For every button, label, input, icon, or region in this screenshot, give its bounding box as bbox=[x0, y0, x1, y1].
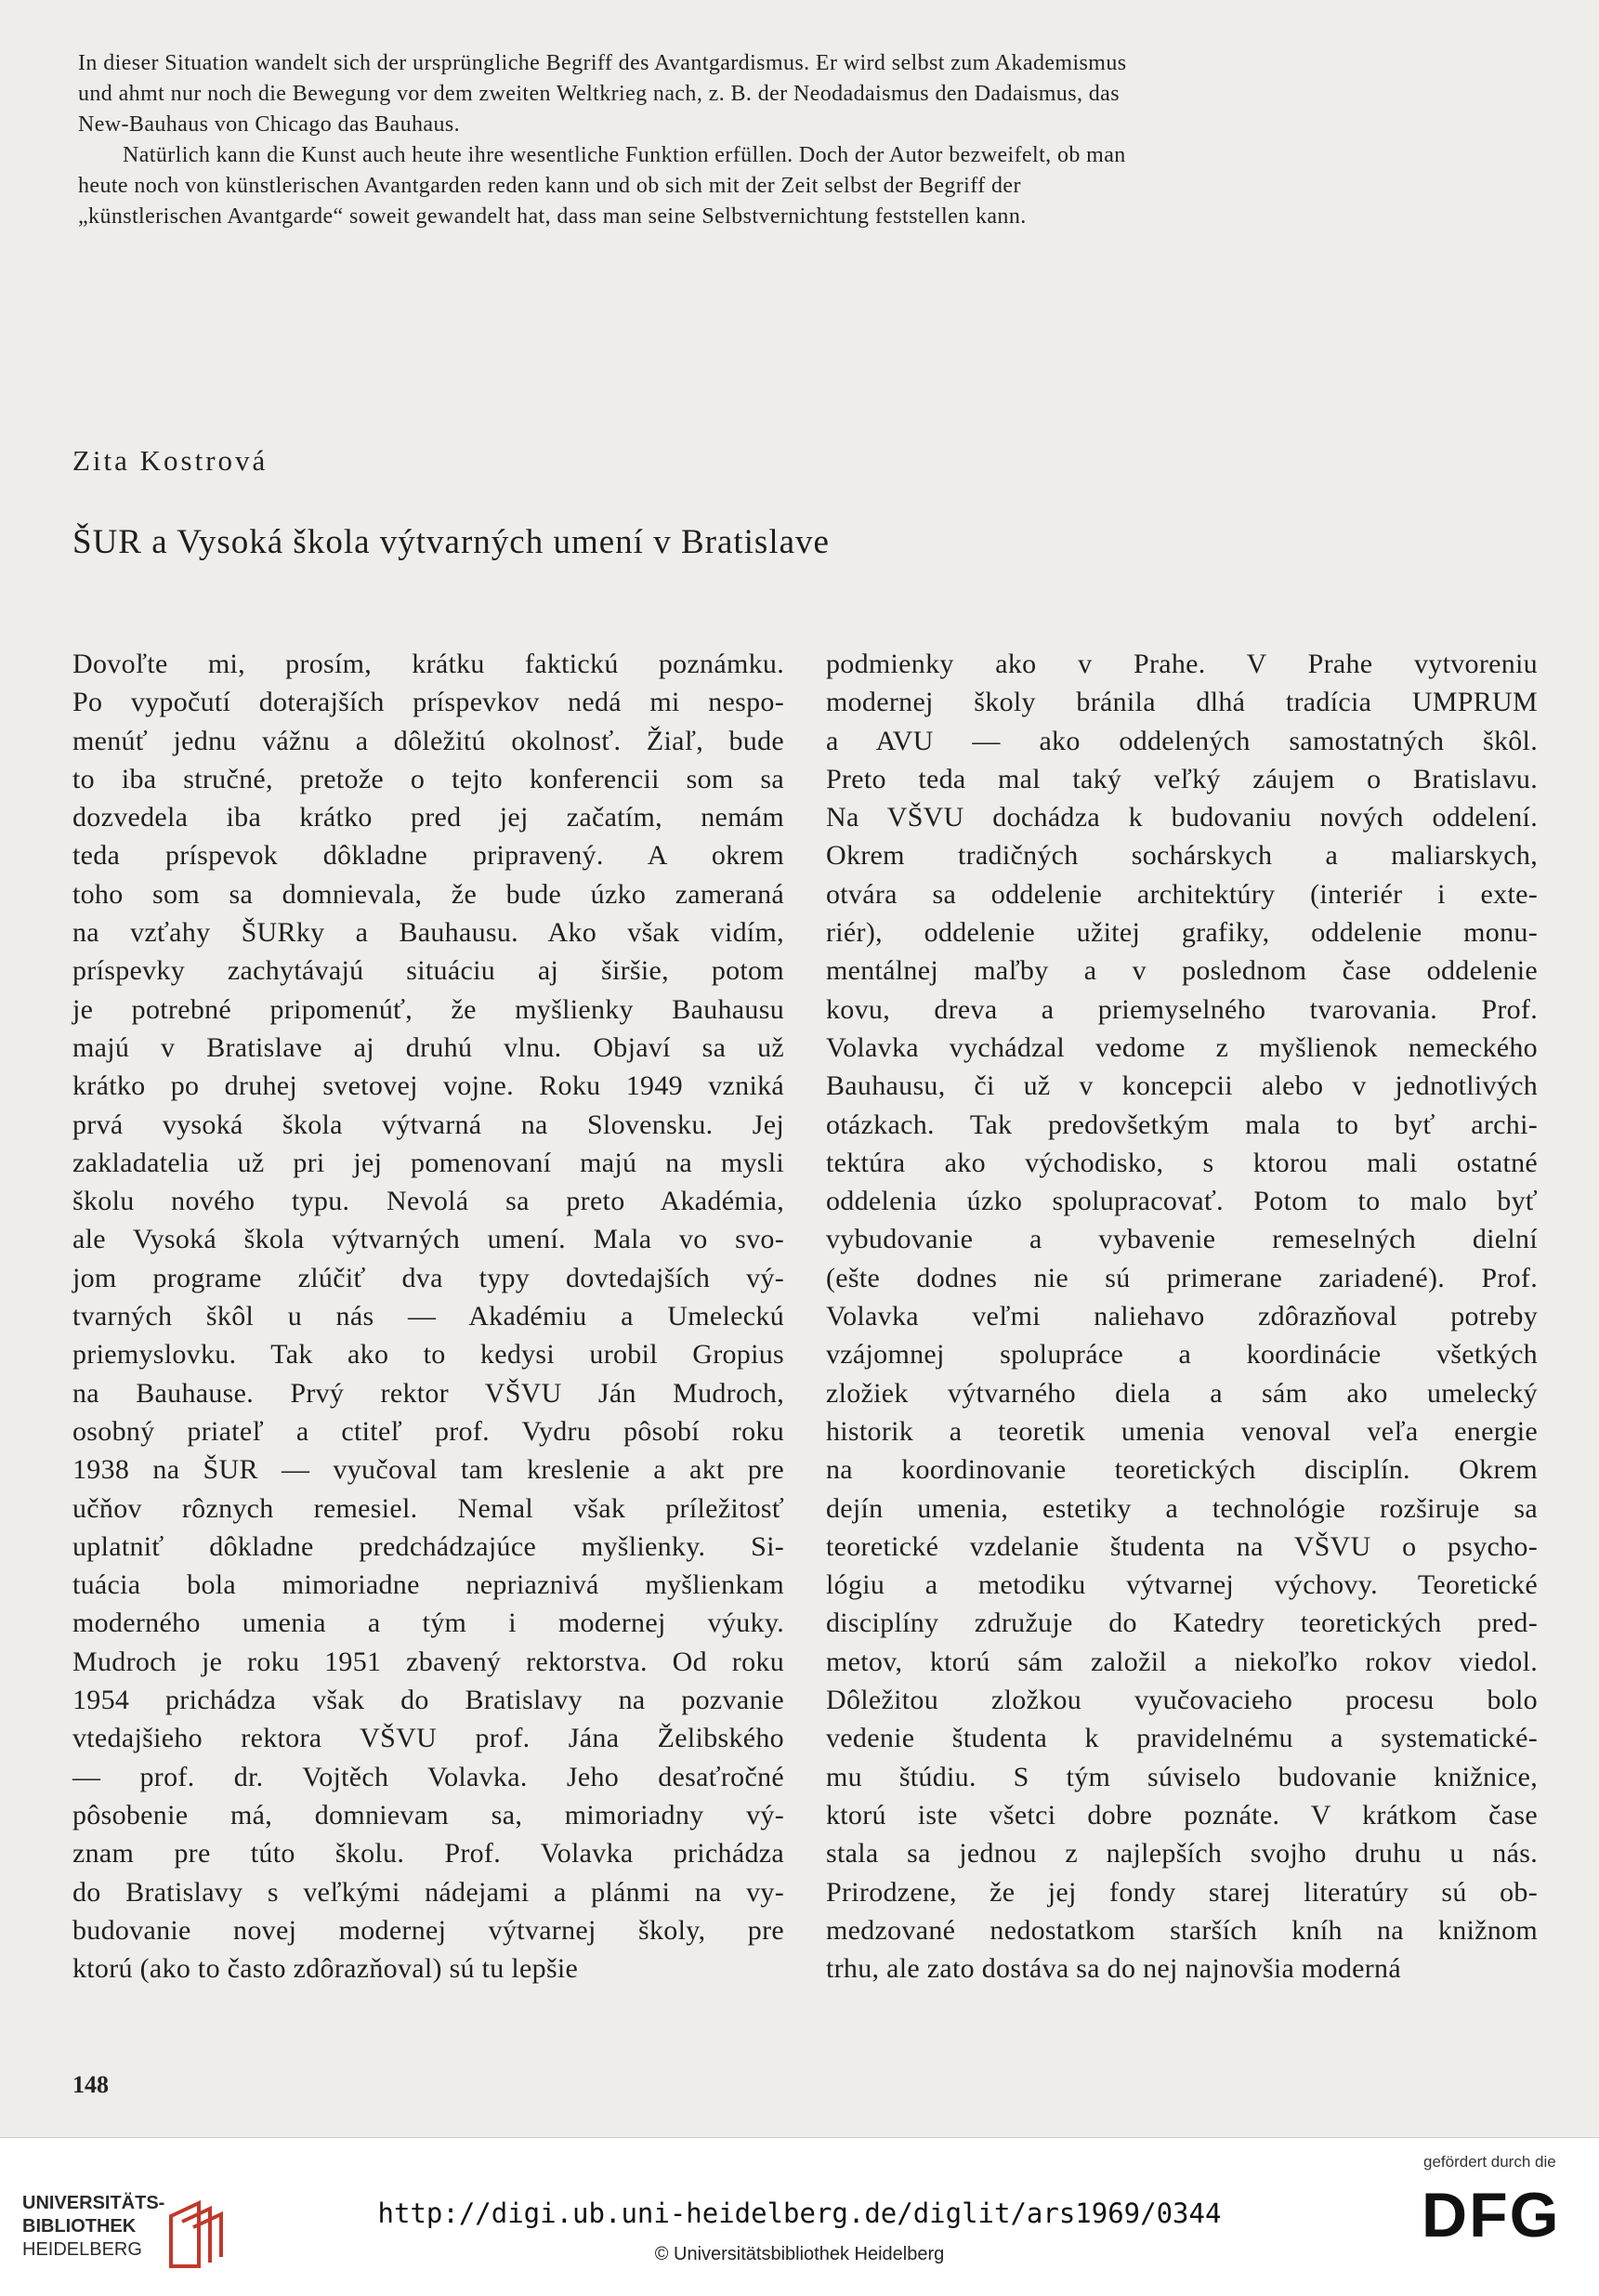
text-line: toho som sa domnievala, že bude úzko zameraná bbox=[72, 878, 784, 910]
summary-line: heute noch von künstlerischen Avantgarden reden kann und ob sich mit der Zeit selbst der Begriff der bbox=[78, 174, 1021, 198]
dfg-logo-icon bbox=[1420, 2179, 1578, 2244]
text-line: prvá vysoká škola výtvarná na Slovensku. Jej bbox=[72, 1109, 784, 1140]
text-line: otázkach. Tak predovšetkým mala to byť archi- bbox=[826, 1109, 1538, 1140]
text-line: 1954 prichádza však do Bratislavy na pozvanie bbox=[72, 1685, 784, 1716]
summary-paragraph-1 bbox=[78, 48, 1490, 140]
text-line: Volavka vychádzal vedome z myšlienok nemeckého bbox=[826, 1031, 1538, 1063]
text-line: pôsobenie má, domnievam sa, mimoriadny vý- bbox=[72, 1799, 784, 1830]
text-line: dozvedela iba krátko pred jej začatím, nemám bbox=[72, 802, 784, 833]
summary-line: In dieser Situation wandelt sich der ursprüngliche Begriff des Avantgardismus. Er wird selbst zum Akademismus bbox=[78, 51, 1127, 75]
page-number: 148 bbox=[72, 2071, 109, 2098]
text-line: jom programe zlúčiť dva typy dovtedajších vý- bbox=[72, 1262, 784, 1293]
library-name-line: UNIVERSITÄTS- bbox=[22, 2193, 165, 2213]
german-summary bbox=[78, 48, 1490, 232]
text-line: — prof. dr. Vojtěch Volavka. Jeho desaťročné bbox=[72, 1761, 784, 1792]
text-line: krátko po druhej svetovej vojne. Roku 1949 vzniká bbox=[72, 1070, 784, 1102]
summary-line: New-Bauhaus von Chicago das Bauhaus. bbox=[78, 112, 460, 137]
text-line: 1938 na ŠUR — vyučoval tam kreslenie a akt pre bbox=[72, 1454, 784, 1486]
text-line: ktorú (ako to často zdôrazňoval) sú tu lepšie bbox=[72, 1953, 579, 1985]
left-column bbox=[72, 645, 784, 1988]
text-line: modernej školy bránila dlhá tradícia UMPRUM bbox=[826, 687, 1538, 718]
funding-label: gefördert durch die bbox=[1423, 2153, 1556, 2171]
library-name-line: BIBLIOTHEK bbox=[22, 2216, 137, 2237]
text-line: otvára sa oddelenie architektúry (interiér i exte- bbox=[826, 878, 1538, 910]
text-line: školu nového typu. Nevolá sa preto Akadémia, bbox=[72, 1186, 784, 1217]
text-line: Na VŠVU dochádza k budovaniu nových oddelení. bbox=[826, 802, 1538, 833]
text-line: Dovoľte mi, prosím, krátku faktickú poznámku. bbox=[72, 649, 784, 679]
text-line: vybudovanie a vybavenie remeselných dielní bbox=[826, 1224, 1538, 1255]
author-name: Zita Kostrová bbox=[72, 444, 269, 477]
text-line: znam pre túto školu. Prof. Volavka prichádza bbox=[72, 1838, 784, 1870]
text-line: tvarných škôl u nás — Akadémiu a Umeleckú bbox=[72, 1301, 784, 1332]
text-line: mu štúdiu. S tým súviselo budovanie knižnice, bbox=[826, 1761, 1538, 1792]
text-line: lógiu a metodiku výtvarnej výchovy. Teoretické bbox=[826, 1569, 1538, 1601]
text-line: mentálnej maľby a v poslednom čase oddelenie bbox=[826, 955, 1538, 987]
text-line: metov, ktorú sám založil a niekoľko rokov viedol. bbox=[826, 1646, 1538, 1677]
text-line: moderného umenia a tým i modernej výuky. bbox=[72, 1607, 784, 1639]
source-url-link[interactable]: http://digi.ub.uni-heidelberg.de/diglit/ars1969/0344 bbox=[377, 2198, 1222, 2229]
text-line: zakladatelia už pri jej pomenovaní majú na mysli bbox=[72, 1147, 784, 1178]
text-line: priemyslovku. Tak ako to kedysi urobil Gropius bbox=[72, 1339, 784, 1371]
library-name-line: HEIDELBERG bbox=[22, 2239, 142, 2260]
dfg-logo-text: DFG bbox=[1422, 2180, 1561, 2244]
text-line: riér), oddelenie užitej grafiky, oddelenie monu- bbox=[826, 917, 1538, 949]
right-column bbox=[826, 645, 1538, 1988]
text-line: na Bauhause. Prvý rektor VŠVU Ján Mudroch, bbox=[72, 1377, 784, 1409]
text-line: Bauhausu, či už v koncepcii alebo v jednotlivých bbox=[826, 1070, 1538, 1102]
copyright-notice: © Universitätsbibliothek Heidelberg bbox=[654, 2244, 945, 2264]
text-line: tuácia bola mimoriadne nepriaznivá myšlienkam bbox=[72, 1569, 784, 1601]
text-line: vtedajšieho rektora VŠVU prof. Jána Želibského bbox=[72, 1723, 784, 1754]
text-line: Mudroch je roku 1951 zbavený rektorstva. Od roku bbox=[72, 1646, 784, 1677]
text-line: disciplíny združuje do Katedry teoretických pred- bbox=[826, 1607, 1538, 1639]
text-line: vedenie študenta k pravidelnému a systematické- bbox=[826, 1723, 1538, 1754]
summary-line: Natürlich kann die Kunst auch heute ihre wesentliche Funktion erfüllen. Doch der Autor bezweifelt, ob man bbox=[123, 143, 1126, 167]
text-line: na koordinovanie teoretických disciplín. Okrem bbox=[826, 1454, 1538, 1486]
text-line: osobný priateľ a ctiteľ prof. Vydru pôsobí roku bbox=[72, 1415, 784, 1447]
article-title: ŠUR a Vysoká škola výtvarných umení v Bratislave bbox=[72, 523, 830, 561]
text-line: uplatniť dôkladne predchádzajúce myšlienky. Si- bbox=[72, 1530, 784, 1562]
text-line: trhu, ale zato dostáva sa do nej najnovšia moderná bbox=[826, 1953, 1401, 1985]
text-line: Dôležitou zložkou vyučovacieho procesu bolo bbox=[826, 1685, 1538, 1716]
text-line: kovu, dreva a priemyselného tvarovania. Prof. bbox=[826, 993, 1538, 1025]
text-line: Okrem tradičných sochárskych a maliarskych, bbox=[826, 840, 1538, 872]
text-line: učňov rôznych remesiel. Nemal však príležitosť bbox=[72, 1492, 784, 1524]
text-line: podmienky ako v Prahe. V Prahe vytvoreniu bbox=[826, 649, 1538, 679]
text-line: na vzťahy ŠURky a Bauhausu. Ako však vidím, bbox=[72, 917, 784, 949]
text-line: teoretické vzdelanie študenta na VŠVU o psycho- bbox=[826, 1530, 1538, 1562]
text-line: stala sa jednou z najlepších svojho druhu u nás. bbox=[826, 1838, 1538, 1870]
summary-line: und ahmt nur noch die Bewegung vor dem zweiten Weltkrieg nach, z. B. der Neodadaismus den Dadaismus, das bbox=[78, 82, 1120, 106]
text-line: oddelenia úzko spolupracovať. Potom to malo byť bbox=[826, 1186, 1538, 1217]
text-line: to iba stručné, pretože o tejto konferencii som sa bbox=[72, 763, 784, 794]
text-line: majú v Bratislave aj druhú vlnu. Objaví sa už bbox=[72, 1031, 784, 1063]
text-line: Prirodzene, že jej fondy starej literatúry sú ob- bbox=[826, 1876, 1538, 1908]
text-line: medzované nedostatkom starších kníh na knižnom bbox=[826, 1914, 1538, 1946]
text-line: vzájomnej spolupráce a koordinácie všetkých bbox=[826, 1339, 1538, 1371]
text-line: zložiek výtvarného diela a sám ako umelecký bbox=[826, 1377, 1538, 1409]
text-line: ale Vysoká škola výtvarných umení. Mala vo svo- bbox=[72, 1224, 784, 1255]
text-line: menúť jednu vážnu a dôležitú okolnosť. Žiaľ, bude bbox=[72, 725, 784, 756]
text-line: historik a teoretik umenia venoval veľa energie bbox=[826, 1415, 1538, 1447]
footer-bar bbox=[0, 2137, 1599, 2296]
summary-line: „künstlerischen Avantgarde“ soweit gewandelt hat, dass man seine Selbstvernichtung feststellen kann. bbox=[78, 204, 1027, 229]
text-line: Volavka veľmi naliehavo zdôrazňoval potreby bbox=[826, 1301, 1538, 1332]
text-line: a AVU — ako oddelených samostatných škôl. bbox=[826, 725, 1538, 756]
text-line: teda príspevok dôkladne pripravený. A okrem bbox=[72, 840, 784, 872]
text-line: príspevky zachytávajú situáciu aj širšie, potom bbox=[72, 955, 784, 987]
text-line: dejín umenia, estetiky a technológie rozširuje sa bbox=[826, 1492, 1538, 1524]
text-line: je potrebné pripomenúť, že myšlienky Bauhausu bbox=[72, 993, 784, 1025]
summary-paragraph-2 bbox=[78, 140, 1490, 232]
text-line: budovanie novej modernej výtvarnej školy, pre bbox=[72, 1914, 784, 1946]
text-line: Preto teda mal taký veľký záujem o Bratislavu. bbox=[826, 763, 1538, 794]
text-line: Po vypočutí doterajších príspevkov nedá mi nespo- bbox=[72, 687, 784, 718]
text-line: (ešte dodnes nie sú primerane zariadené). Prof. bbox=[826, 1262, 1538, 1293]
text-line: do Bratislavy s veľkými nádejami a plánmi na vy- bbox=[72, 1876, 784, 1908]
text-line: ktorú iste všetci dobre poznáte. V krátkom čase bbox=[826, 1799, 1538, 1830]
text-line: tektúra ako východisko, s ktorou mali ostatné bbox=[826, 1147, 1538, 1178]
